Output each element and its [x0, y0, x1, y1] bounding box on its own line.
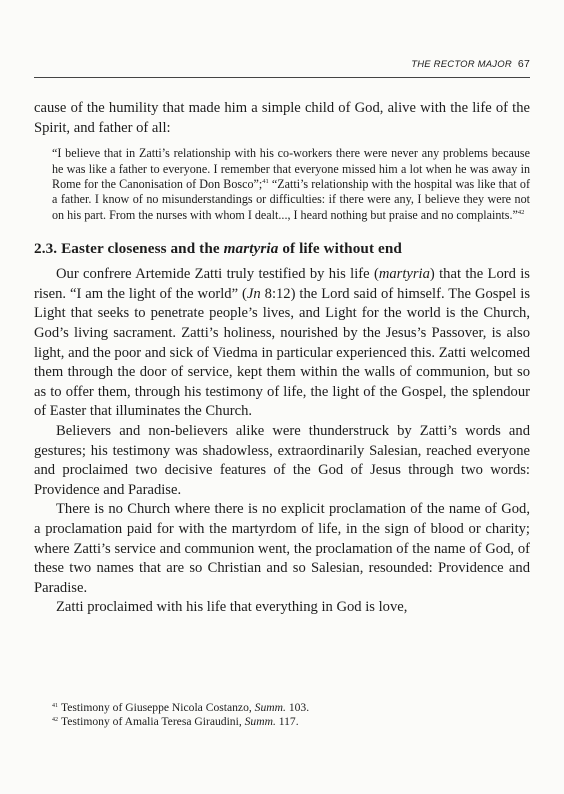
- footnote-42: [52, 715, 530, 729]
- header-rule: [34, 77, 530, 78]
- footnote-source: Summ.: [254, 701, 286, 714]
- paragraph-1-text-a: Our confrere Artemide Zatti truly testified by his life (: [56, 266, 379, 283]
- footnotes: [52, 701, 530, 730]
- intro-paragraph: cause of the humility that made him a simple child of God, alive with the life of the Spirit, and father of all:: [34, 100, 530, 136]
- running-title: THE RECTOR MAJOR: [411, 59, 512, 70]
- quote-part-2: “Zatti’s relationship with the hospital was like that of a father. I know of no misunderstandings or difficulties: if there were any, I believe they were not on his part. From the nurses with whom I dealt..., I heard nothing but praise and no complaints.”: [52, 177, 530, 222]
- footnote-source: Summ.: [244, 715, 276, 729]
- footnote-ref-41[interactable]: 41: [262, 178, 269, 185]
- section-heading-prefix: 2.3. Easter closeness and the: [34, 240, 224, 258]
- paragraph-1-italic-martyria: martyria: [378, 266, 430, 283]
- section-heading-italic: martyria: [223, 240, 279, 258]
- footnote-number: 42: [52, 717, 58, 724]
- document-page: [34, 0, 530, 794]
- block-quote: [52, 146, 530, 223]
- paragraph-2: Believers and non-believers alike were thunderstruck by Zatti’s words and gestures; his testimony was shadowless, extraordinarily Salesian, reached everyone and proclaimed two decisive features of the God of Jesus through two words: Providence and Paradise.: [34, 422, 530, 498]
- body-text: [34, 99, 530, 618]
- paragraph-1-italic-jn: Jn: [246, 285, 261, 302]
- paragraph-1-text-c: ) that the Lord is risen. “I am the light of the world” (: [34, 266, 530, 302]
- paragraph-4: Zatti proclaimed with his life that everything in God is love,: [56, 599, 408, 616]
- footnote-text: Testimony of Amalia Teresa Giraudini,: [61, 715, 245, 729]
- page-number: 67: [517, 58, 530, 70]
- section-heading-suffix: of life without end: [278, 240, 402, 258]
- footnote-text: Testimony of Giuseppe Nicola Costanzo,: [61, 701, 255, 714]
- footnote-41: [52, 701, 530, 715]
- footnote-ref-42[interactable]: 42: [517, 208, 525, 216]
- running-head: [411, 58, 530, 70]
- quote-part-1: “I believe that in Zatti’s relationship with his co-workers there were never any problems because he was like a father to everyone. I remember that everyone missed him a lot when he was away in Rome for the Canonisation of Don Bosco”;: [52, 146, 530, 191]
- paragraph-1-text-e: 8:12) the Lord said of himself. The Gospel is Light that seeks to penetrate people’s lives, and Light for the world is the Church, God’s living sacrament. Zatti’s holiness, nourished by the Jesus’s Passover, is also light, and the poor and sick of Viedma in particular experienced this. Zatti welcomed them through the door of service, kept them within the walls of communion, but so as to offer them, through his testimony of life, the light of the Gospel, the splendour of Easter that illuminates the Church.: [34, 285, 531, 420]
- section-heading: [34, 239, 530, 258]
- footnote-number: 41: [52, 703, 58, 709]
- paragraph-1: [34, 265, 530, 422]
- paragraph-3: There is no Church where there is no explicit proclamation of the name of God, a proclamation paid for with the martyrdom of life, in the sign of blood or charity; where Zatti’s service and communion went, the proclamation of the name of God, of these two names that are so Christian and so Salesian, resounded: Providence and Paradise.: [34, 501, 530, 596]
- footnote-page: 103.: [285, 701, 310, 714]
- footnote-page: 117.: [275, 715, 299, 729]
